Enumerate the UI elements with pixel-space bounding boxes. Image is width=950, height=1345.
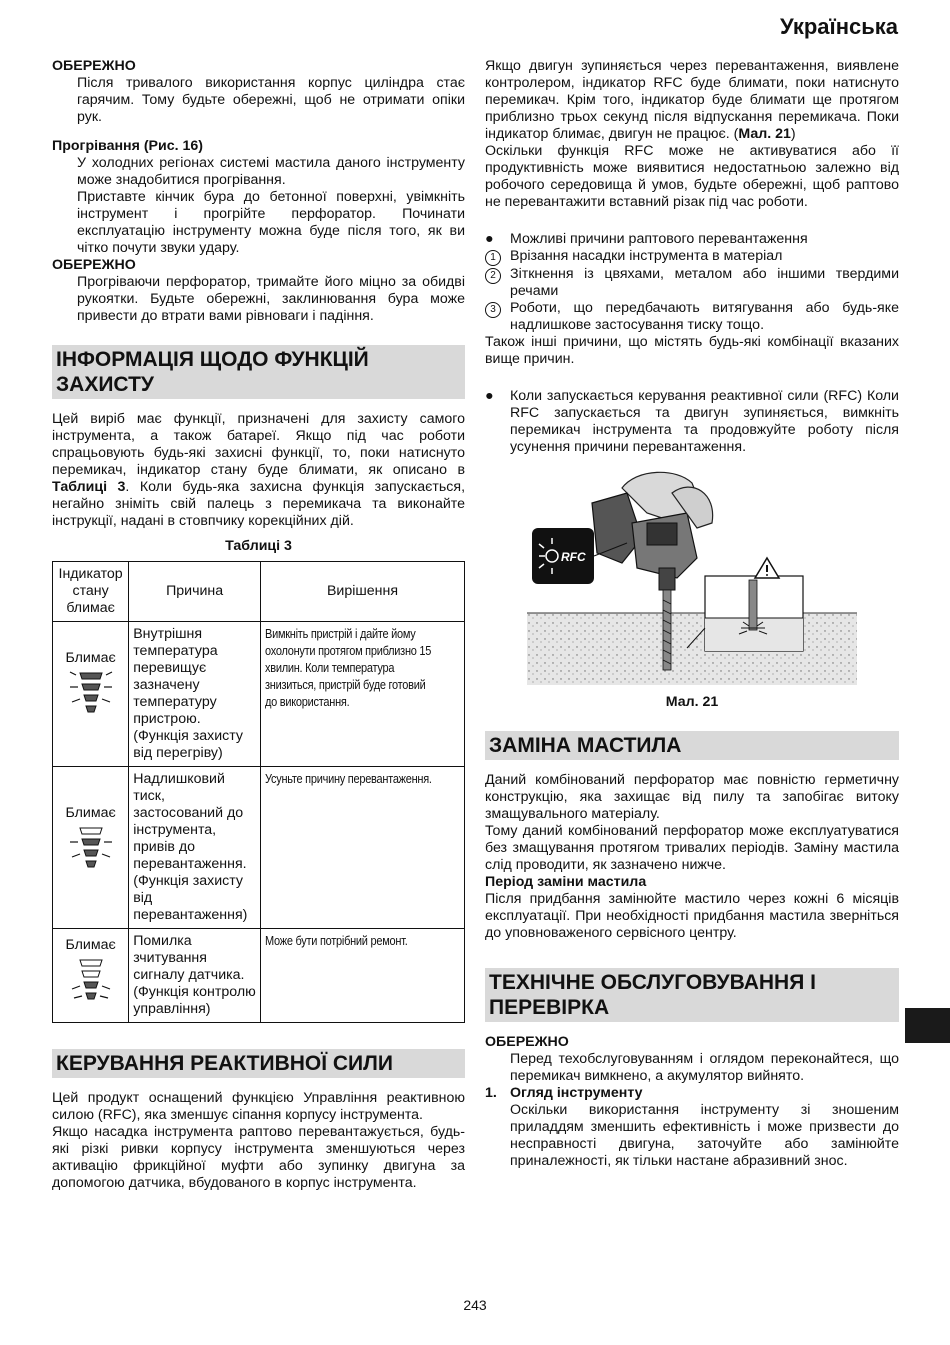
other-causes-paragraph: Також інші причини, що містять будь-які комбінації вказаних вище причин. <box>485 334 899 367</box>
warmup-paragraph-1: У холодних регіонах системі мастила даного інструменту може знадобитися прогрівання. <box>77 155 465 188</box>
caution-text: Прогріваючи перфоратор, тримайте його міцно за обидві рукоятки. Будьте обережні, заклинювання бура може привести до втрати вами рівноваги і падіння. <box>77 274 465 324</box>
solution-cell: Усуньте причину перевантаження. <box>261 767 465 929</box>
indicator-blink-icon <box>66 822 116 872</box>
warmup-heading: Прогрівання (Рис. 16) <box>52 138 204 154</box>
table-header: Причина <box>129 562 261 622</box>
rfc-paragraph-3: Якщо двигун зупиняється через перевантаження, виявлене контролером, індикатор RFC буде блимати, поки натиснуто перемикач. Крім того, індикатор буде блимати ще протягом приблизно трьох секунд після відпускання перемикача. Поки індикатор блимає, двигун не працює. (Мал. 21) <box>485 58 899 142</box>
indicator-cell: Блимає <box>53 767 129 929</box>
section-title-protection: ІНФОРМАЦІЯ ЩОДО ФУНКЦІЙ ЗАХИСТУ <box>52 345 465 399</box>
language-label: Українська <box>779 14 898 39</box>
list-item: ● Коли запускається керування реактивної сили (RFC) Коли RFC запускається та двигун зупиняється, вимкніть перемикач інструмента та продовжуйте роботу після усунення причини перевантаження. <box>485 388 899 455</box>
section-tab-marker <box>905 1008 950 1043</box>
protection-table <box>52 561 465 1023</box>
list-item: 3 Роботи, що передбачають витягування або будь-яке надлишкове застосування тиску тощо. <box>485 300 899 334</box>
right-column <box>485 58 899 1170</box>
caution-label: ОБЕРЕЖНО <box>485 1034 569 1050</box>
rfc-paragraph-1: Цей продукт оснащений функцією Управління реактивною силою (RFC), яка зменшує сіпання корпусу інструмента. <box>52 1090 465 1123</box>
table-header: Вирішення <box>261 562 465 622</box>
cause-cell: Надлишковий тиск, застосований до інструмента, привів до перевантаження. (Функція захисту від перевантаження) <box>129 767 261 929</box>
table-header-row <box>53 562 465 622</box>
cause-cell: Помилка зчитування сигналу датчика. (Функція контролю управління) <box>129 929 261 1023</box>
figure-caption: Мал. 21 <box>665 694 719 710</box>
caution-label: ОБЕРЕЖНО <box>52 257 136 273</box>
table-row <box>53 767 465 929</box>
list-item: ● Можливі причини раптового перевантаження <box>485 231 808 247</box>
table-row <box>53 929 465 1023</box>
rfc-indicator-label: RFC <box>561 550 586 564</box>
solution-cell: Може бути потрібний ремонт. <box>261 929 465 1023</box>
caution-label: ОБЕРЕЖНО <box>52 58 136 74</box>
rfc-paragraph-2: Якщо насадка інструмента раптово перевантажується, будь-які різкі ривки корпусу інструмента зменшуються через активацію фрикційної муфти або зупинку двигуна за допомогою датчика, вбудованого в корпус інструмента. <box>52 1124 465 1191</box>
section-title-lubricant: ЗАМІНА МАСТИЛА <box>485 731 899 760</box>
caution-text: Перед техобслуговуванням і оглядом переконайтеся, що перемикач вимкнено, а акумулятор вийнято. <box>510 1051 899 1084</box>
indicator-blink-icon <box>66 954 116 1004</box>
list-item: 1 Врізання насадки інструмента в матеріал <box>485 248 899 266</box>
cause-cell: Внутрішня температура перевищує зазначену температуру пристрою. (Функція захисту від перегріву) <box>129 622 261 767</box>
lubricant-paragraph-3: Після придбання замінюйте мастило через кожні 6 місяців експлуатації. При необхідності придбання мастила зверніться до уповноваженого сервісного центру. <box>485 891 899 941</box>
rfc-paragraph-4: Оскільки функція RFC може не активуватися або її продуктивність може виявитися недостатньою залежно від робочого середовища й умов, будьте обережні, щоб раптово не перевантажити вставний різак під час роботи. <box>485 143 899 210</box>
indicator-blink-icon <box>66 667 116 717</box>
figure-21 <box>527 468 857 688</box>
caution-text: Після тривалого використання корпус циліндра стає гарячим. Тому будьте обережні, щоб не отримати опіки рук. <box>77 75 465 125</box>
maintenance-item-text: Оскільки використання інструменту зі зношеним приладдям зменшить ефективність і може призвести до несправності двигуна, заточуйте або замінюйте приналежності, як тільки настане абразивний знос. <box>510 1102 899 1169</box>
protection-paragraph: Цей виріб має функції, призначені для захисту самого інструмента, а також батареї. Якщо під час роботи спрацьовують будь-які захисні функції, то, поки натиснуто перемикач, індикатор стану буде блимати, як описано в Таблиці 3. Коли будь-яка захисна функція запускається, негайно зніміть свій палець з перемикача та виконайте інструкції, надані в стовпчику корекційних дій. <box>52 411 466 529</box>
maintenance-item-title: 1. Огляд інструменту <box>485 1085 643 1101</box>
table-row <box>53 622 465 767</box>
lubricant-paragraph-2: Тому даний комбінований перфоратор може експлуатуватися без змащування протягом тривалих періодів. Заміну мастила слід проводити, як зазначено нижче. <box>485 823 899 873</box>
page-number: 243 <box>463 1297 487 1313</box>
section-title-maintenance: ТЕХНІЧНЕ ОБСЛУГОВУВАННЯ І ПЕРЕВІРКА <box>485 968 899 1022</box>
list-item: 2 Зіткнення із цвяхами, металом або іншими твердими речами <box>485 266 899 300</box>
table-title: Таблиці 3 <box>225 538 292 554</box>
rfc-illustration <box>527 468 857 688</box>
lubricant-paragraph-1: Даний комбінований перфоратор має повністю герметичну конструкцію, яка захищає від пилу та запобігає витоку змащувального матеріалу. <box>485 772 899 822</box>
solution-cell: Вимкніть пристрій і дайте йому охолонути протягом приблизно 15 хвилин. Коли температура знизиться, пристрій буде готовий до використання. <box>261 622 465 767</box>
indicator-cell: Блимає <box>53 622 129 767</box>
indicator-cell: Блимає <box>53 929 129 1023</box>
warmup-paragraph-2: Приставте кінчик бура до бетонної поверхні, увімкніть інструмент і прогрійте перфоратор. Починати експлуатацію інструменту можна буде після того, як ви чітко почути звуки удару. <box>77 189 465 256</box>
lubricant-subheading: Період заміни мастила <box>485 874 647 890</box>
left-column <box>52 58 465 1192</box>
overload-causes-list <box>485 231 899 334</box>
table-header: Індикатор стану блимає <box>53 562 129 622</box>
section-title-rfc: КЕРУВАННЯ РЕАКТИВНОЇ СИЛИ <box>52 1049 465 1078</box>
